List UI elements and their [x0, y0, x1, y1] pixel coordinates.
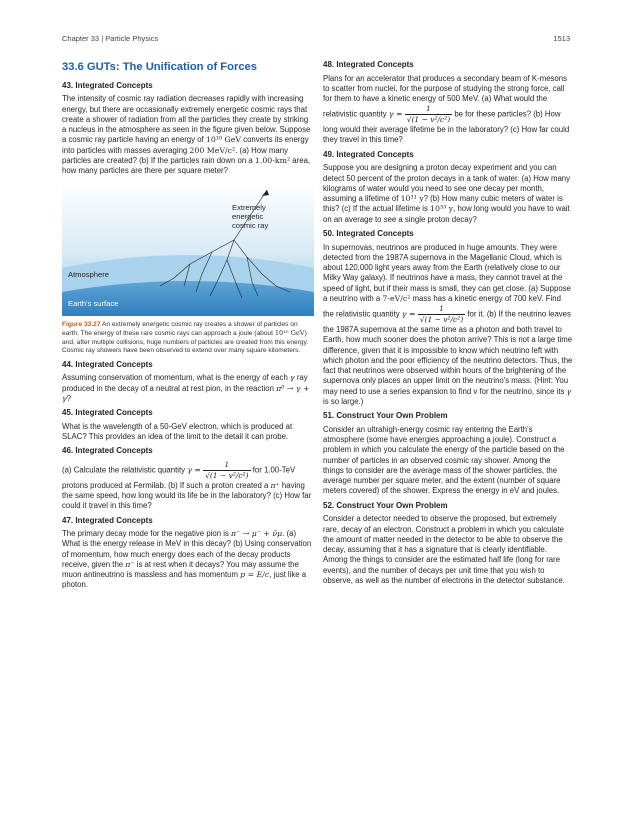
- problem-text: [62, 529, 314, 591]
- page-number: 1513: [553, 34, 570, 43]
- right-column: [323, 60, 573, 589]
- text-span: Plans for an accelerator that produces a secondary beam of K-mesons to scatter from nuclei, for the purpose of studying the strong force, call for them to have a kinetic energy of 500 MeV. (a) What would the relativistic quantity: [323, 73, 567, 119]
- problem-title: 48. Integrated Concepts: [323, 60, 414, 69]
- problem-title: 44. Integrated Concepts: [62, 359, 153, 369]
- problem-50: [323, 229, 573, 407]
- problem-title: 43. Integrated Concepts: [62, 80, 153, 90]
- text-span: Suppose you are designing a proton decay experiment and you can detect 50 percent of the proton decays in a tank of water. (a) How many kilograms of water would you need to see one decay per month, assuming a lifetime of: [323, 163, 571, 204]
- problem-text: [62, 373, 314, 404]
- math-expr: 7-eV/c²: [382, 293, 411, 303]
- numerator: 1: [405, 104, 452, 115]
- text-span: is so large.): [323, 396, 364, 406]
- text-span: The primary decay mode for the negative pion is: [62, 529, 229, 539]
- math-expr: 10¹⁰ GeV: [274, 329, 305, 338]
- math-expr: γ =: [401, 309, 416, 319]
- math-expr: π⁻: [125, 559, 135, 569]
- text-span: The intensity of cosmic ray radiation decreases rapidly with increasing energy, but there are occasionally extremely energetic cosmic rays that create a shower of radiation from all the particles they create by striking a nucleus in the atmosphere as seen in the figure given below. Suppose a cosmic ray particle having an energy of: [62, 94, 311, 145]
- problem-43: [62, 81, 314, 177]
- math-expr: γ: [566, 386, 572, 396]
- text-span: be for these particles? (b) How long would their average lifetime be in the laboratory? (c) How far could they travel in this time?: [323, 109, 570, 145]
- cosmic-ray-illustration: [62, 182, 314, 316]
- label-line: energetic: [232, 211, 264, 221]
- cosmic-ray-figure: [62, 182, 314, 316]
- figure-caption: [62, 321, 314, 356]
- math-expr: π⁰ → γ + γ: [62, 383, 310, 403]
- problem-text: [62, 94, 314, 176]
- math-expr: 1.00-km²: [254, 156, 291, 166]
- denominator: √(1 − v²/c²): [406, 115, 451, 125]
- math-expr: 10¹⁰ GeV: [205, 135, 242, 145]
- chapter-label: Chapter 33 | Particle Physics: [62, 34, 159, 43]
- text-span: converts its energy into particles with masses averaging: [62, 135, 309, 155]
- text-span: ) and, after multiple collisions, huge numbers of particles are created from this energy. Cosmic ray showers have been observed to extend over many square kilometers.: [62, 330, 309, 355]
- text-span: Assuming conservation of momentum, what is the energy of each: [62, 373, 288, 383]
- text-span: , just like a photon.: [62, 570, 307, 590]
- text-span: ray produced in the decay of a neutral at rest pion, in the reaction: [62, 373, 308, 393]
- math-expr: p = E/c: [240, 570, 270, 580]
- problem-text: [323, 163, 573, 225]
- text-span: . (a) What is the energy release in MeV in this decay? (b) Using conservation of momentum, how much energy does each of the decay products receive, given the: [62, 529, 312, 569]
- text-span: for 1.00-TeV protons produced at Fermilab. (b) If such a proton created a: [62, 465, 296, 490]
- problem-title: 50. Integrated Concepts: [323, 228, 414, 238]
- math-expr: γ: [289, 373, 295, 383]
- math-expr: π⁺: [270, 480, 280, 490]
- label-earth-surface: Earth's surface: [68, 298, 119, 308]
- section-title: 33.6 GUTs: The Unification of Forces: [62, 61, 257, 73]
- gamma-fraction: [405, 104, 452, 125]
- problem-52: [323, 501, 573, 587]
- text-span: is at rest when it decays? You may assume the muon antineutrino is massless and has momentum: [62, 559, 299, 580]
- problem-text: Consider a detector needed to observe the proposed, but extremely rare, decay of an electron. Construct a problem in which you calculate the amount of matter needed in the detector to be able to observe the decay, assuming that it has a signature that is clearly identifiable. Among the things to consider are the estimated half life (long for rare events), and the number of decays per unit time that you wish to observe, as well as the number of electrons in the detector substance.: [323, 514, 565, 585]
- problem-text: What is the wavelength of a 50-GeV electron, which is produced at SLAC? This provides an idea of the limit to the detail it can probe.: [62, 421, 293, 442]
- text-span: area, how many particles are there per square meter?: [62, 156, 311, 176]
- text-span: ? (b) How many cubic meters of water is this? (c) If the actual lifetime is: [323, 194, 563, 214]
- page-header: [62, 34, 570, 43]
- math-expr: π⁻ → μ⁻ + ν̄μ: [231, 529, 283, 539]
- text-span: mass has a kinetic energy of 700 keV. Find the relativistic quantity: [323, 293, 561, 319]
- problem-48: [323, 60, 573, 146]
- math-expr: γ =: [187, 465, 201, 475]
- caption-label: Figure 33.27: [62, 320, 101, 328]
- problem-title: 52. Construct Your Own Problem: [323, 500, 448, 510]
- problem-text: Consider an ultrahigh-energy cosmic ray entering the Earth's atmosphere (some have energies approaching a joule). Construct a problem in which you calculate the energy of the particle based on the number of particles in an observed cosmic ray shower. Among the things to consider are the average mass of the shower particles, the average number per square meter, and the extent (number of square meters covered) of the shower. Express the energy in eV and joules.: [323, 424, 565, 496]
- problem-49: [323, 150, 573, 225]
- problem-47: [62, 516, 314, 591]
- math-expr: γ =: [388, 109, 403, 119]
- text-span: (a) Calculate the relativistic quantity: [62, 465, 186, 475]
- text-span: , how long would you have to wait on an average to see a single proton decay?: [323, 204, 570, 224]
- text-span: . (a) How many particles are created? (b) If the particles rain down on a: [62, 145, 288, 166]
- gamma-fraction: [203, 460, 250, 481]
- problem-text: [323, 243, 573, 408]
- text-span: ?: [66, 393, 72, 403]
- problem-44: [62, 360, 314, 404]
- text-span: An extremely energetic cosmic ray creates a shower of particles on earth. The energy of these rare cosmic rays can approach a joule (about: [62, 320, 298, 338]
- numerator: 1: [418, 304, 465, 315]
- problem-title: 49. Integrated Concepts: [323, 149, 414, 159]
- label-line: cosmic ray: [232, 220, 269, 230]
- label-atmosphere: Atmosphere: [68, 269, 109, 279]
- problem-45: [62, 408, 314, 442]
- problem-title: 51. Construct Your Own Problem: [323, 411, 448, 421]
- denominator: √(1 − v²/c²): [419, 315, 464, 325]
- gamma-fraction: [418, 304, 465, 325]
- label-cosmic-ray: [232, 203, 268, 230]
- label-line: Extremely: [232, 202, 266, 212]
- problem-46: [62, 446, 314, 511]
- problem-text: [323, 74, 573, 146]
- denominator: √(1 − v²/c²): [205, 470, 249, 480]
- problem-51: [323, 411, 573, 497]
- problem-title: 46. Integrated Concepts: [62, 446, 153, 456]
- math-expr: 200 MeV/c²: [189, 145, 236, 155]
- text-span: having the same speed, how long would its life be in the laboratory? (c) How far could it travel in this time?: [62, 480, 312, 511]
- math-expr: 10³³ y: [430, 204, 454, 214]
- math-expr: 10³¹ y: [400, 194, 424, 204]
- text-span: for it. (b) If the neutrino leaves the 1987A supernova at the same time as a photon and both travel to Earth, how much sooner does the photon arrive? This is not a large time difference, given that it is impossible to know which neutrino left with which photon and the poor efficiency of the neutrino detectors. Thus, the fact that neutrinos were observed within hours of the brightening of the supernova only places an upper limit on the neutrino's mass. (Hint: You may need to use a series expansion to find v for the neutrino, since its: [323, 309, 573, 396]
- problem-text: [62, 460, 314, 512]
- problem-title: 47. Integrated Concepts: [62, 515, 153, 525]
- left-column: [62, 60, 314, 594]
- text-span: In supernovas, neutrinos are produced in huge amounts. They were detected from the 1987A supernova in the Magellanic Cloud, which is about 120,000 light years away from the Earth (relatively close to our Milky Way galaxy). If neutrinos have a mass, they cannot travel at the speed of light, but if their mass is small, they can get close. (a) Suppose a neutrino with a: [323, 242, 571, 303]
- problem-title: 45. Integrated Concepts: [62, 408, 153, 418]
- numerator: 1: [203, 460, 250, 471]
